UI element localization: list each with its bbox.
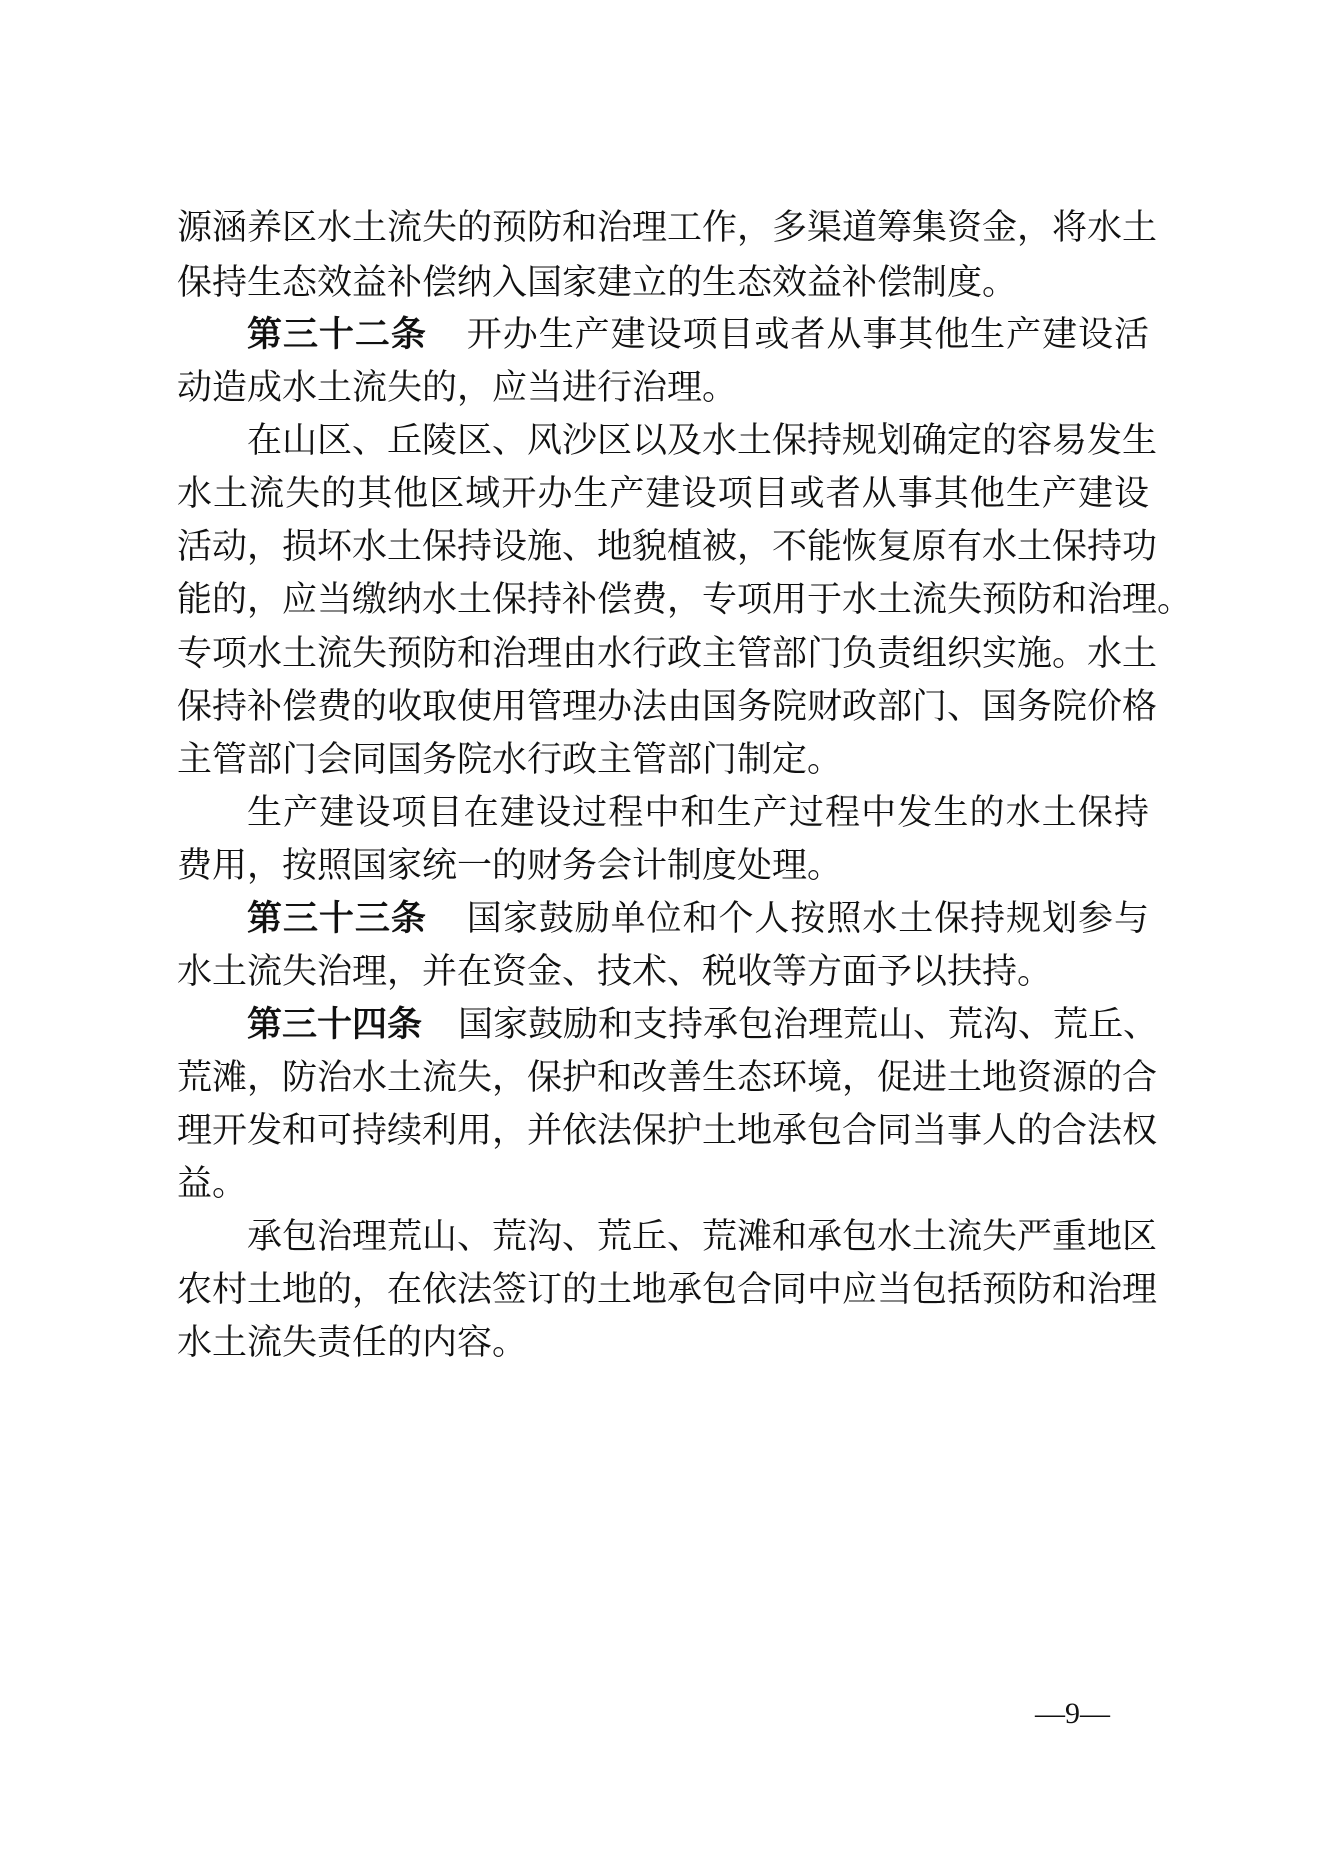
text-line: 保持补偿费的收取使用管理办法由国务院财政部门、国务院价格 xyxy=(177,687,1158,727)
text-line: 保持生态效益补偿纳入国家建立的生态效益补偿制度。 xyxy=(177,263,1018,303)
text-line: 水土流失治理，并在资金、技术、税收等方面予以扶持。 xyxy=(177,952,1053,992)
text-line: 动造成水土流失的，应当进行治理。 xyxy=(177,368,738,408)
text-line: 益。 xyxy=(177,1164,248,1204)
text-line: 水土流失的其他区域开办生产建设项目或者从事其他生产建设 xyxy=(177,474,1149,514)
article-32-first-line xyxy=(247,315,1149,355)
text-line: 理开发和可持续利用，并依法保护土地承包合同当事人的合法权 xyxy=(177,1111,1158,1151)
text-line: 活动，损坏水土保持设施、地貌植被，不能恢复原有水土保持功 xyxy=(177,527,1158,567)
article-heading: 第三十四条 xyxy=(247,1005,423,1045)
article-text: 开办生产建设项目或者从事其他生产建设活 xyxy=(466,315,1149,355)
text-line: 能的，应当缴纳水土保持补偿费，专项用于水土流失预防和治理。 xyxy=(177,580,1193,620)
text-line: 生产建设项目在建设过程中和生产过程中发生的水土保持 xyxy=(247,793,1149,833)
article-text: 国家鼓励和支持承包治理荒山、荒沟、荒丘、 xyxy=(458,1005,1159,1045)
article-heading: 第三十三条 xyxy=(247,899,427,939)
document-page xyxy=(177,0,1193,1865)
article-text: 国家鼓励单位和个人按照水土保持规划参与 xyxy=(466,899,1149,939)
article-34-first-line xyxy=(247,1005,1159,1045)
article-33-first-line xyxy=(247,899,1149,939)
text-line: 在山区、丘陵区、风沙区以及水土保持规划确定的容易发生 xyxy=(247,421,1158,461)
text-line: 承包治理荒山、荒沟、荒丘、荒滩和承包水土流失严重地区 xyxy=(247,1217,1158,1257)
page-number: —9— xyxy=(1035,1697,1110,1730)
text-line: 源涵养区水土流失的预防和治理工作，多渠道筹集资金，将水土 xyxy=(177,208,1158,248)
text-line: 费用，按照国家统一的财务会计制度处理。 xyxy=(177,846,843,886)
text-line: 水土流失责任的内容。 xyxy=(177,1323,528,1363)
text-line: 专项水土流失预防和治理由水行政主管部门负责组织实施。水土 xyxy=(177,634,1158,674)
text-line: 荒滩，防治水土流失，保护和改善生态环境，促进土地资源的合 xyxy=(177,1058,1158,1098)
article-heading: 第三十二条 xyxy=(247,315,427,355)
text-line: 主管部门会同国务院水行政主管部门制定。 xyxy=(177,740,843,780)
text-line: 农村土地的，在依法签订的土地承包合同中应当包括预防和治理 xyxy=(177,1270,1158,1310)
